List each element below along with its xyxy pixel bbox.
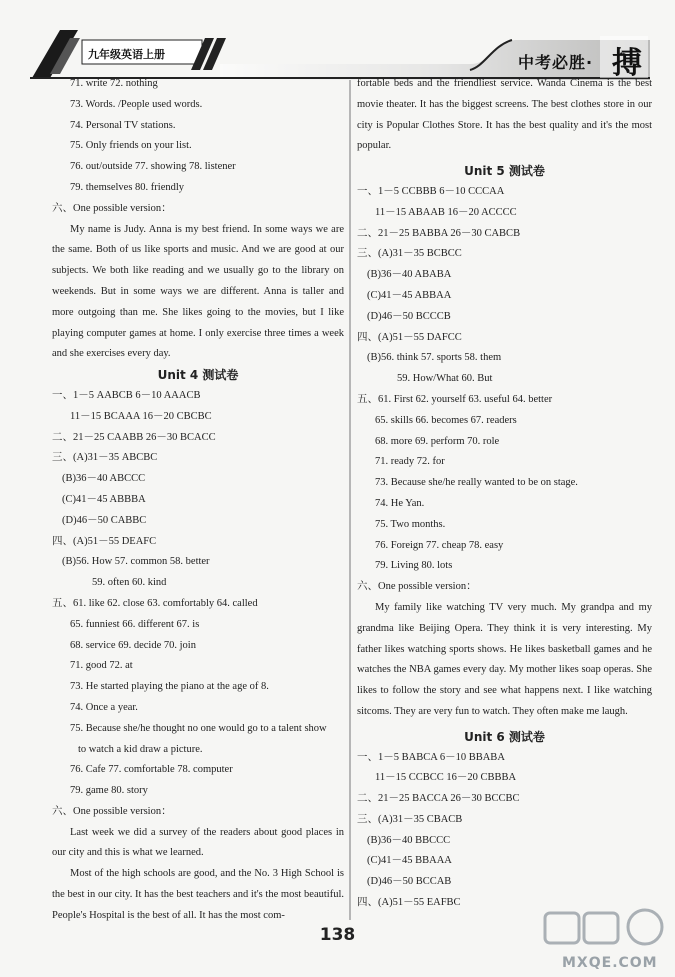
answer-line: (B)36－40 ABCCC	[62, 473, 146, 485]
answer-line: 73. He started playing the piano at the age of 8.	[70, 681, 269, 693]
answer-line: 65. skills 66. becomes 67. readers	[375, 414, 517, 426]
unit4-answers	[52, 386, 344, 802]
answer-line: (C)41－45 ABBBA	[62, 493, 146, 505]
unit4-title: Unit 4 测试卷	[157, 368, 239, 383]
version-heading: 六、One possible version：	[357, 581, 477, 593]
answer-line: 11－15 BCAAA 16－20 CBCBC	[70, 410, 212, 422]
answer-line: 四、(A)51－55 DAFCC	[357, 331, 462, 343]
unit5-answers	[357, 182, 652, 577]
answer-line: 五、61. First 62. yourself 63. useful 64. better	[357, 393, 553, 405]
answer-line: 79. game 80. story	[70, 785, 148, 797]
answer-line: 76. Cafe 77. comfortable 78. computer	[70, 764, 233, 776]
essay-paragraph: Last week we did a survey of the readers about good places in our city and this is what we learned.	[52, 826, 344, 859]
answer-line: 68. more 69. perform 70. role	[375, 435, 500, 447]
answer-line: 71. write 72. nothing	[70, 78, 158, 89]
answer-line: 一、1－5 BABCA 6－10 BBABA	[357, 751, 505, 763]
answer-line: (C)41－45 ABBAA	[367, 289, 452, 301]
answer-line: 五、61. like 62. close 63. comfortably 64. called	[52, 597, 258, 609]
answer-line: 三、(A)31－35 ABCBC	[52, 452, 158, 464]
answer-line: 75. Because she/he thought no one would go to a talent show	[70, 722, 327, 734]
answer-line: 59. often 60. kind	[92, 577, 167, 589]
answer-line: 75. Two months.	[375, 518, 446, 530]
answer-line: (B)56. How 57. common 58. better	[62, 556, 210, 568]
answer-line: (C)41－45 BBAAA	[367, 855, 452, 867]
answer-line: 68. service 69. decide 70. join	[70, 639, 196, 651]
answer-line: 79. Living 80. lots	[375, 560, 453, 572]
answer-line: 74. Once a year.	[70, 701, 138, 713]
answer-line: (B)36－40 BBCCC	[367, 834, 451, 846]
answer-line: (D)46－50 BCCCB	[367, 310, 451, 322]
answer-line: 三、(A)31－35 BCBCC	[357, 248, 462, 260]
left-column	[52, 74, 344, 927]
version-heading: 六、One possible version：	[52, 805, 172, 817]
answer-line: 二、21－25 BABBA 26－30 CABCB	[357, 227, 521, 239]
answer-line: 11－15 CCBCC 16－20 CBBBA	[375, 772, 517, 784]
answer-line: 二、21－25 BACCA 26－30 BCCBC	[357, 793, 520, 805]
answer-line: 74. Personal TV stations.	[70, 119, 176, 131]
unit6-title: Unit 6 测试卷	[464, 729, 545, 744]
essay-paragraph: My family like watching TV very much. My grandpa and my grandma like Beijing Opera. They think it is very interesting. My father likes watching sports shows. He likes basketball games and he watches the NBA games every day. My mother likes soap operas. She likes to follow the story and see what happens next. I like watching sitcoms. They are very fun to watch. They often make me laugh.	[357, 601, 652, 717]
essay-paragraph: fortable beds and the friendliest service. Wanda Cinema is the best movie theater. It has the biggest screens. The best clothes store in our city is Popular Clothes Store. It has the best quality and it's the most popular.	[357, 78, 652, 152]
answer-line: 76. Foreign 77. cheap 78. easy	[375, 539, 504, 551]
answer-line: (B)56. think 57. sports 58. them	[367, 352, 502, 364]
answer-line: 一、1－5 AABCB 6－10 AAACB	[52, 389, 201, 401]
column-divider	[349, 80, 351, 920]
book-title: 九年级英语上册	[88, 48, 165, 61]
series-title: 中考必胜·	[518, 53, 594, 72]
answer-line: 73. Words. /People used words.	[70, 98, 203, 110]
answer-line: 74. He Yan.	[375, 497, 425, 509]
answer-line: 71. ready 72. for	[375, 456, 445, 468]
answer-line: 79. themselves 80. friendly	[70, 181, 185, 193]
essay-paragraph: My name is Judy. Anna is my best friend. In some ways we are the same. Both of us like sports and music. And we are good at our subjects. We both like reading and we usually go to the library on weekends. But in some ways we are different. Anna is taller and more outgoing than me. She likes going to the movies, but I like playing computer games at home. I only exercise three times a week and she exercises every day.	[52, 223, 344, 360]
answer-line: 四、(A)51－55 DEAFC	[52, 535, 157, 547]
answer-line: 59. How/What 60. But	[397, 373, 493, 385]
unit6-answers	[357, 748, 652, 914]
answer-line: 76. out/outside 77. showing 78. listener	[70, 161, 236, 173]
answer-line: to watch a kid draw a picture.	[78, 743, 203, 755]
page-number: 138	[319, 925, 356, 945]
unit5-title: Unit 5 测试卷	[464, 164, 545, 179]
answer-line: 11－15 ABAAB 16－20 ACCCC	[375, 206, 517, 218]
answer-line: 73. Because she/he really wanted to be on stage.	[375, 477, 578, 489]
essay-paragraph: Most of the high schools are good, and the No. 3 High School is the best in our city. It has the best teachers and it's the most beautiful. People's Hospital is the best of all. It has the most com-	[52, 868, 344, 921]
watermark-text: MXQE.COM	[562, 955, 658, 971]
answer-line: (D)46－50 CABBC	[62, 514, 147, 526]
answer-line: 65. funniest 66. different 67. is	[70, 618, 200, 630]
answer-line: 75. Only friends on your list.	[70, 140, 192, 152]
answer-line: 71. good 72. at	[70, 660, 133, 672]
answer-line: (D)46－50 BCCAB	[367, 876, 452, 888]
answer-line: 三、(A)31－35 CBACB	[357, 813, 463, 825]
right-column	[357, 74, 652, 914]
version-heading: 六、One possible version：	[52, 202, 172, 214]
answer-line: 四、(A)51－55 EAFBC	[357, 897, 461, 909]
series-logo-char: 搏	[612, 46, 642, 81]
answer-line: 一、1－5 CCBBB 6－10 CCCAA	[357, 185, 505, 197]
answer-line: 二、21－25 CAABB 26－30 BCACC	[52, 431, 216, 443]
answer-line: (B)36－40 ABABA	[367, 269, 452, 281]
